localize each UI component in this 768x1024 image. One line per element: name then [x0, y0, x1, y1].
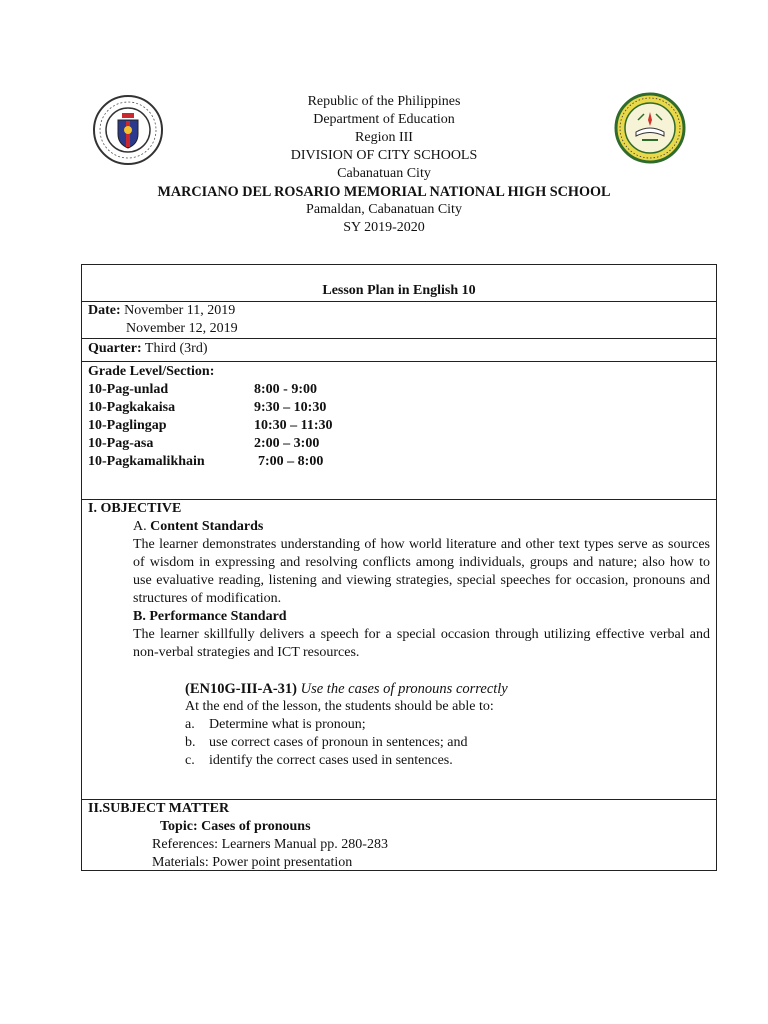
- materials: Materials: Power point presentation: [152, 855, 353, 870]
- school-year: SY 2019-2020: [343, 220, 425, 235]
- list-item: [185, 752, 710, 770]
- list-item-text: Determine what is pronoun;: [209, 717, 366, 732]
- competency-code: EN10G-III-A-31: [189, 681, 293, 697]
- list-item: [185, 734, 710, 752]
- section-name: 10-Paglingap: [88, 418, 167, 433]
- date-label: Date:: [88, 303, 121, 318]
- subject-matter-section: [82, 799, 716, 870]
- section-time: 9:30 – 10:30: [254, 400, 327, 415]
- references: References: Learners Manual pp. 280-283: [152, 837, 388, 852]
- list-item-text: identify the correct cases used in sentences.: [209, 753, 453, 768]
- lesson-plan-title-row: [82, 265, 716, 301]
- objective-heading: I. OBJECTIVE: [88, 501, 182, 516]
- list-marker: b.: [185, 735, 196, 750]
- school-address: Pamaldan, Cabanatuan City: [306, 202, 462, 217]
- subject-matter-heading: II.SUBJECT MATTER: [88, 801, 230, 816]
- objectives-intro: At the end of the lesson, the students should be able to:: [185, 699, 494, 714]
- lesson-plan-table: [81, 264, 717, 871]
- competency-close: ): [292, 681, 297, 697]
- topic: Topic: Cases of pronouns: [160, 819, 311, 834]
- lesson-plan-title: Lesson Plan in English 10: [322, 283, 476, 298]
- grade-label: Grade Level/Section:: [88, 364, 215, 379]
- date-value: November 12, 2019: [126, 321, 238, 336]
- content-standards-title: Content Standards: [150, 519, 264, 534]
- date-row: [82, 301, 716, 338]
- header-line: Republic of the Philippines: [307, 94, 461, 109]
- section-name: 10-Pagkakaisa: [88, 400, 176, 415]
- quarter-row: [82, 338, 716, 361]
- header-line: Region III: [355, 130, 413, 145]
- list-marker: c.: [185, 753, 195, 768]
- list-item-text: use correct cases of pronoun in sentences; and: [209, 735, 468, 750]
- schedule-item: [88, 417, 710, 435]
- section-time: 10:30 – 11:30: [254, 418, 333, 433]
- section-time: 7:00 – 8:00: [258, 454, 324, 469]
- date-value: November 11, 2019: [124, 303, 236, 318]
- performance-standard-text: The learner skillfully delivers a speech for a special occasion through utilizing effective verbal and non-verbal strategies and ICT resources.: [133, 627, 710, 660]
- quarter-value: Third (3rd): [144, 341, 208, 356]
- quarter-label: Quarter:: [88, 341, 142, 356]
- document-header: [0, 93, 768, 237]
- header-line: Cabanatuan City: [337, 166, 431, 181]
- header-line: Department of Education: [313, 112, 455, 127]
- schedule-item: [88, 399, 710, 417]
- grade-section-row: [82, 361, 716, 499]
- schedule-item: [88, 435, 710, 453]
- schedule-item: [88, 453, 710, 471]
- competency-text: Use the cases of pronouns correctly: [300, 681, 508, 697]
- content-standards-prefix: A.: [133, 519, 147, 534]
- content-standards-text: The learner demonstrates understanding of how world literature and other text types serve as sources of wisdom in expressing and resolving conflicts among individuals, groups and nature; also how to use evaluative reading, listening and viewing strategies, special speeches for occasion, pronouns and structures of modification.: [133, 537, 710, 606]
- performance-standard-title: B. Performance Standard: [133, 609, 287, 624]
- objective-section: [82, 499, 716, 799]
- list-item: [185, 716, 710, 734]
- competency-open: (: [185, 681, 190, 697]
- header-line: DIVISION OF CITY SCHOOLS: [290, 148, 478, 163]
- objectives-list: [88, 716, 710, 770]
- section-time: 2:00 – 3:00: [254, 436, 320, 451]
- section-time: 8:00 - 9:00: [254, 382, 317, 397]
- school-name: MARCIANO DEL ROSARIO MEMORIAL NATIONAL HIGH SCHOOL: [157, 184, 611, 200]
- list-marker: a.: [185, 717, 195, 732]
- section-name: 10-Pag-unlad: [88, 382, 169, 397]
- section-name: 10-Pag-asa: [88, 436, 154, 451]
- schedule-item: [88, 381, 710, 399]
- section-name: 10-Pagkamalikhain: [88, 454, 205, 469]
